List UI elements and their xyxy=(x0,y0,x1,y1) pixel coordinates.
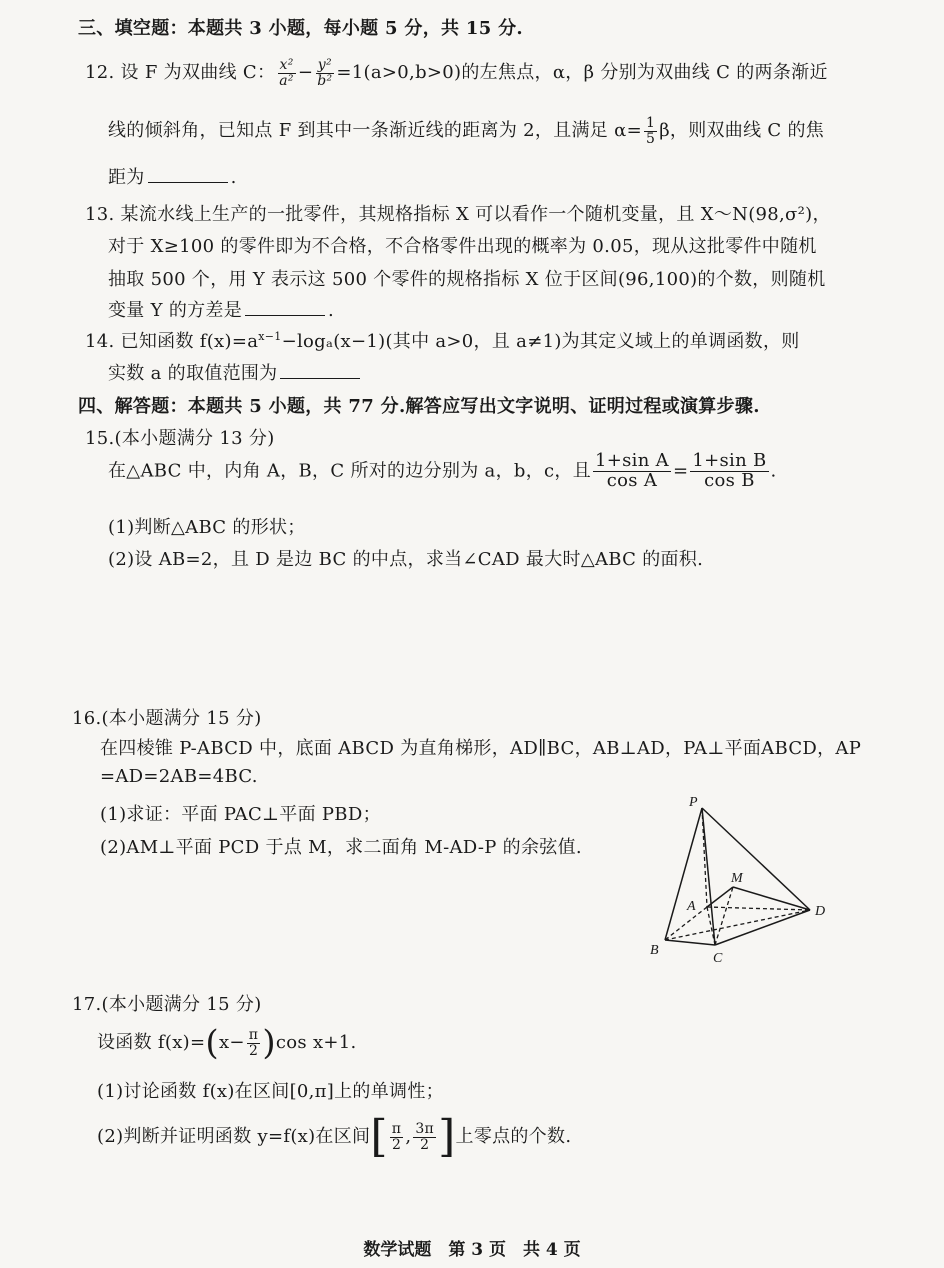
edge-PB xyxy=(665,808,702,940)
q17-part2-b: 上零点的个数. xyxy=(455,1126,572,1147)
right-paren: ) xyxy=(262,1023,276,1063)
label-A: A xyxy=(687,899,696,914)
section4-heading: 四、解答题：本题共 5 小题，共 77 分.解答应写出文字说明、证明过程或演算步骤. xyxy=(78,396,760,417)
q12-frac-y-den: b² xyxy=(317,72,333,89)
q14-line1 xyxy=(85,327,800,353)
q15-frac-b-num: 1+sin B xyxy=(692,450,767,471)
q17-stem-a: 设函数 f(x)= xyxy=(97,1032,206,1053)
q15-stem xyxy=(108,452,777,491)
q12-line1 xyxy=(85,58,828,88)
q17-interval-start xyxy=(390,1122,404,1152)
q12-frac-x-num: x² xyxy=(279,57,294,73)
q16-line1: 在四棱锥 P-ABCD 中，底面 ABCD 为直角梯形，AD∥BC，AB⊥AD，PA⊥平面ABCD，AP xyxy=(100,738,862,759)
q17-pi-den: 2 xyxy=(248,1042,259,1059)
q12-minus: − xyxy=(297,62,314,84)
q16-line2: =AD=2AB=4BC. xyxy=(100,766,258,787)
edge-PC xyxy=(702,808,715,945)
q14-exponent: x−1 xyxy=(258,330,282,343)
q12-frac-y xyxy=(315,58,334,88)
q12-frac-1-5 xyxy=(644,116,657,146)
q15-stem-text: 在△ABC 中，内角 A，B，C 所对的边分别为 a，b，c，且 xyxy=(108,460,591,482)
q12-line2-b: β，则双曲线 C 的焦 xyxy=(659,120,825,142)
q17-i2-den: 2 xyxy=(420,1136,430,1153)
q17-stem-b: cos x+1. xyxy=(275,1032,357,1053)
q17-part2-a: (2)判断并证明函数 y=f(x)在区间 xyxy=(97,1126,371,1147)
label-P: P xyxy=(689,795,698,810)
q17-part1: (1)讨论函数 f(x)在区间[0,π]上的单调性； xyxy=(97,1081,444,1102)
q15-frac-a xyxy=(593,452,671,491)
edge-AD xyxy=(707,907,810,910)
left-bracket: [ xyxy=(370,1111,388,1162)
q15-frac-a-den: cos A xyxy=(606,469,658,491)
q12-line3-text: 距为 xyxy=(108,167,145,188)
q12-line3-end: . xyxy=(230,167,237,188)
q17-i1-num: π xyxy=(391,1120,402,1137)
edge-CD xyxy=(715,910,810,945)
right-bracket: ] xyxy=(438,1111,456,1162)
q12-frac-x xyxy=(277,58,296,88)
q16-title: 16.(本小题满分 15 分) xyxy=(72,708,262,729)
pyramid-figure xyxy=(645,790,845,970)
q17-comma: , xyxy=(405,1126,412,1147)
q15-part1: (1)判断△ABC 的形状； xyxy=(108,517,306,538)
label-C: C xyxy=(713,951,723,966)
q14-line2-text: 实数 a 的取值范围为 xyxy=(108,363,278,384)
q17-pi-num: π xyxy=(248,1026,259,1043)
edge-BD xyxy=(665,910,810,940)
q13-line4 xyxy=(108,296,334,322)
q15-part2: (2)设 AB=2，且 D 是边 BC 的中点，求当∠CAD 最大时△ABC 的面积. xyxy=(108,549,704,570)
q12-frac-y-num: y² xyxy=(317,57,332,73)
q15-frac-b-den: cos B xyxy=(704,469,755,491)
label-D: D xyxy=(815,904,826,919)
q16-part1: (1)求证：平面 PAC⊥平面 PBD； xyxy=(100,804,381,825)
edge-PD xyxy=(702,808,810,910)
q12-text-b: =1(a>0,b>0)的左焦点，α，β 分别为双曲线 C 的两条渐近 xyxy=(336,62,828,84)
q14-line1-a: 14. 已知函数 f(x)=a xyxy=(85,331,259,352)
q12-frac-1-5-den: 5 xyxy=(645,130,656,147)
q15-frac-a-num: 1+sin A xyxy=(595,450,669,471)
q14-line2 xyxy=(108,359,363,385)
page-footer: 数学试题 第 3 页 共 4 页 xyxy=(363,1240,581,1260)
q17-part2 xyxy=(97,1111,572,1162)
q12-frac-x-den: a² xyxy=(279,72,294,89)
section3-heading: 三、填空题：本题共 3 小题，每小题 5 分，共 15 分. xyxy=(78,18,523,39)
q13-answer-blank[interactable] xyxy=(245,297,325,316)
q17-i1-den: 2 xyxy=(391,1136,402,1153)
q12-text-a: 12. 设 F 为双曲线 C： xyxy=(85,62,276,84)
edge-BC xyxy=(665,940,715,945)
q13-line2: 对于 X≥100 的零件即为不合格，不合格零件出现的概率为 0.05，现从这批零件中随机 xyxy=(108,236,817,257)
q12-line2-a: 线的倾斜角，已知点 F 到其中一条渐近线的距离为 2，且满足 α= xyxy=(108,120,642,142)
q13-line3: 抽取 500 个，用 Y 表示这 500 个零件的规格指标 X 位于区间(96,100)的个数，则随机 xyxy=(108,269,826,290)
q15-stem-end: . xyxy=(770,460,777,482)
q17-stem-x: x− xyxy=(218,1032,245,1053)
q16-part2: (2)AM⊥平面 PCD 于点 M，求二面角 M-AD-P 的余弦值. xyxy=(100,837,582,858)
edge-CM xyxy=(715,887,733,945)
q13-line1: 13. 某流水线上生产的一批零件，其规格指标 X 可以看作一个随机变量，且 X～N(98,σ²)， xyxy=(85,204,831,225)
q17-stem xyxy=(97,1023,357,1063)
q17-interval-end xyxy=(413,1122,436,1152)
q14-line1-b: −logₐ(x−1)(其中 a>0，且 a≠1)为其定义域上的单调函数，则 xyxy=(281,331,800,352)
q15-title: 15.(本小题满分 13 分) xyxy=(85,428,275,449)
q15-frac-b xyxy=(690,452,768,491)
q13-line4-end: . xyxy=(328,300,335,321)
q13-line4-text: 变量 Y 的方差是 xyxy=(108,300,243,321)
q14-answer-blank[interactable] xyxy=(280,360,360,379)
q17-pi-frac xyxy=(247,1028,261,1058)
q17-i2-num: 3π xyxy=(415,1120,435,1137)
q12-line3 xyxy=(108,163,237,189)
q15-equals: = xyxy=(672,460,689,482)
label-M: M xyxy=(731,871,743,886)
q12-line2 xyxy=(108,116,824,146)
left-paren: ( xyxy=(205,1023,219,1063)
label-B: B xyxy=(650,943,659,958)
q12-frac-1-5-num: 1 xyxy=(645,115,656,131)
q12-answer-blank[interactable] xyxy=(148,164,228,183)
q17-title: 17.(本小题满分 15 分) xyxy=(72,994,262,1015)
